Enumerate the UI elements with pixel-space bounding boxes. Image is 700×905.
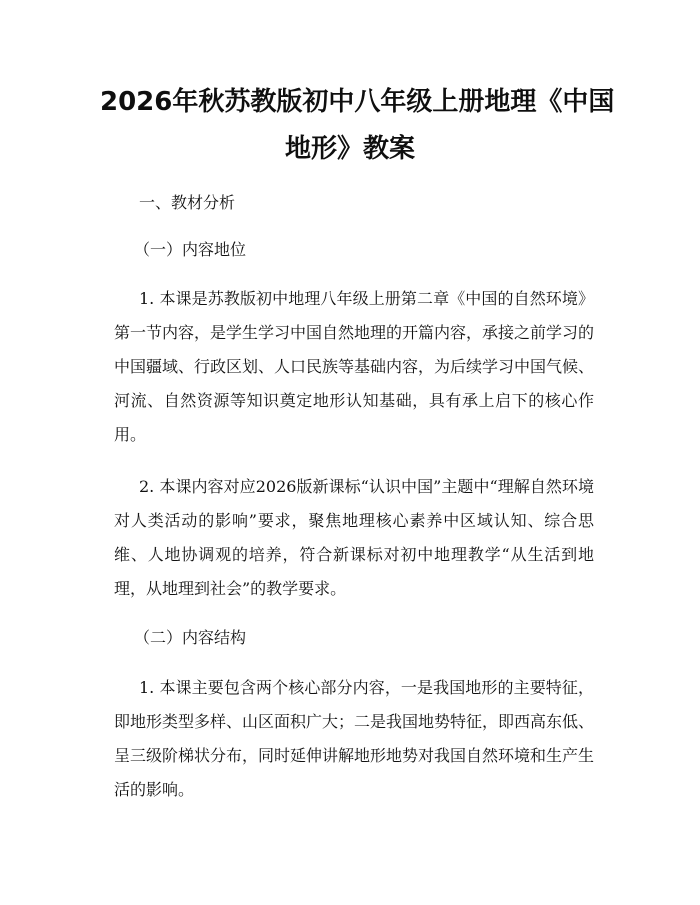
paragraph-content-position-1: 1. 本课是苏教版初中地理八年级上册第二章《中国的自然环境》第一节内容，是学生学习中国自然地理的开篇内容，承接之前学习的中国疆域、行政区划、人口民族等基础内容，为后续学习中国气候、河流、自然资源等知识奠定地形认知基础，具有承上启下的核心作用。 <box>114 289 595 444</box>
document-title-line-1: 2026年秋苏教版初中八年级上册地理《中国 <box>100 87 615 117</box>
section-heading-textbook-analysis: 一、教材分析 <box>139 193 236 212</box>
paragraph-content-position-2: 2. 本课内容对应2026版新课标“认识中国”主题中“理解自然环境对人类活动的影响”要求，聚焦地理核心素养中区域认知、综合思维、人地协调观的培养，符合新课标对初中地理教学“从生活到地理，从地理到社会”的教学要求。 <box>114 477 594 598</box>
subsection-heading-content-structure: （二）内容结构 <box>134 628 247 647</box>
paragraph-content-structure-1: 1. 本课主要包含两个核心部分内容，一是我国地形的主要特征，即地形类型多样、山区面积广大；二是我国地势特征，即西高东低、呈三级阶梯状分布，同时延伸讲解地形地势对我国自然环境和生产生活的影响。 <box>114 678 595 799</box>
document-title-line-2: 地形》教案 <box>284 134 415 164</box>
subsection-heading-content-position: （一）内容地位 <box>134 240 247 259</box>
